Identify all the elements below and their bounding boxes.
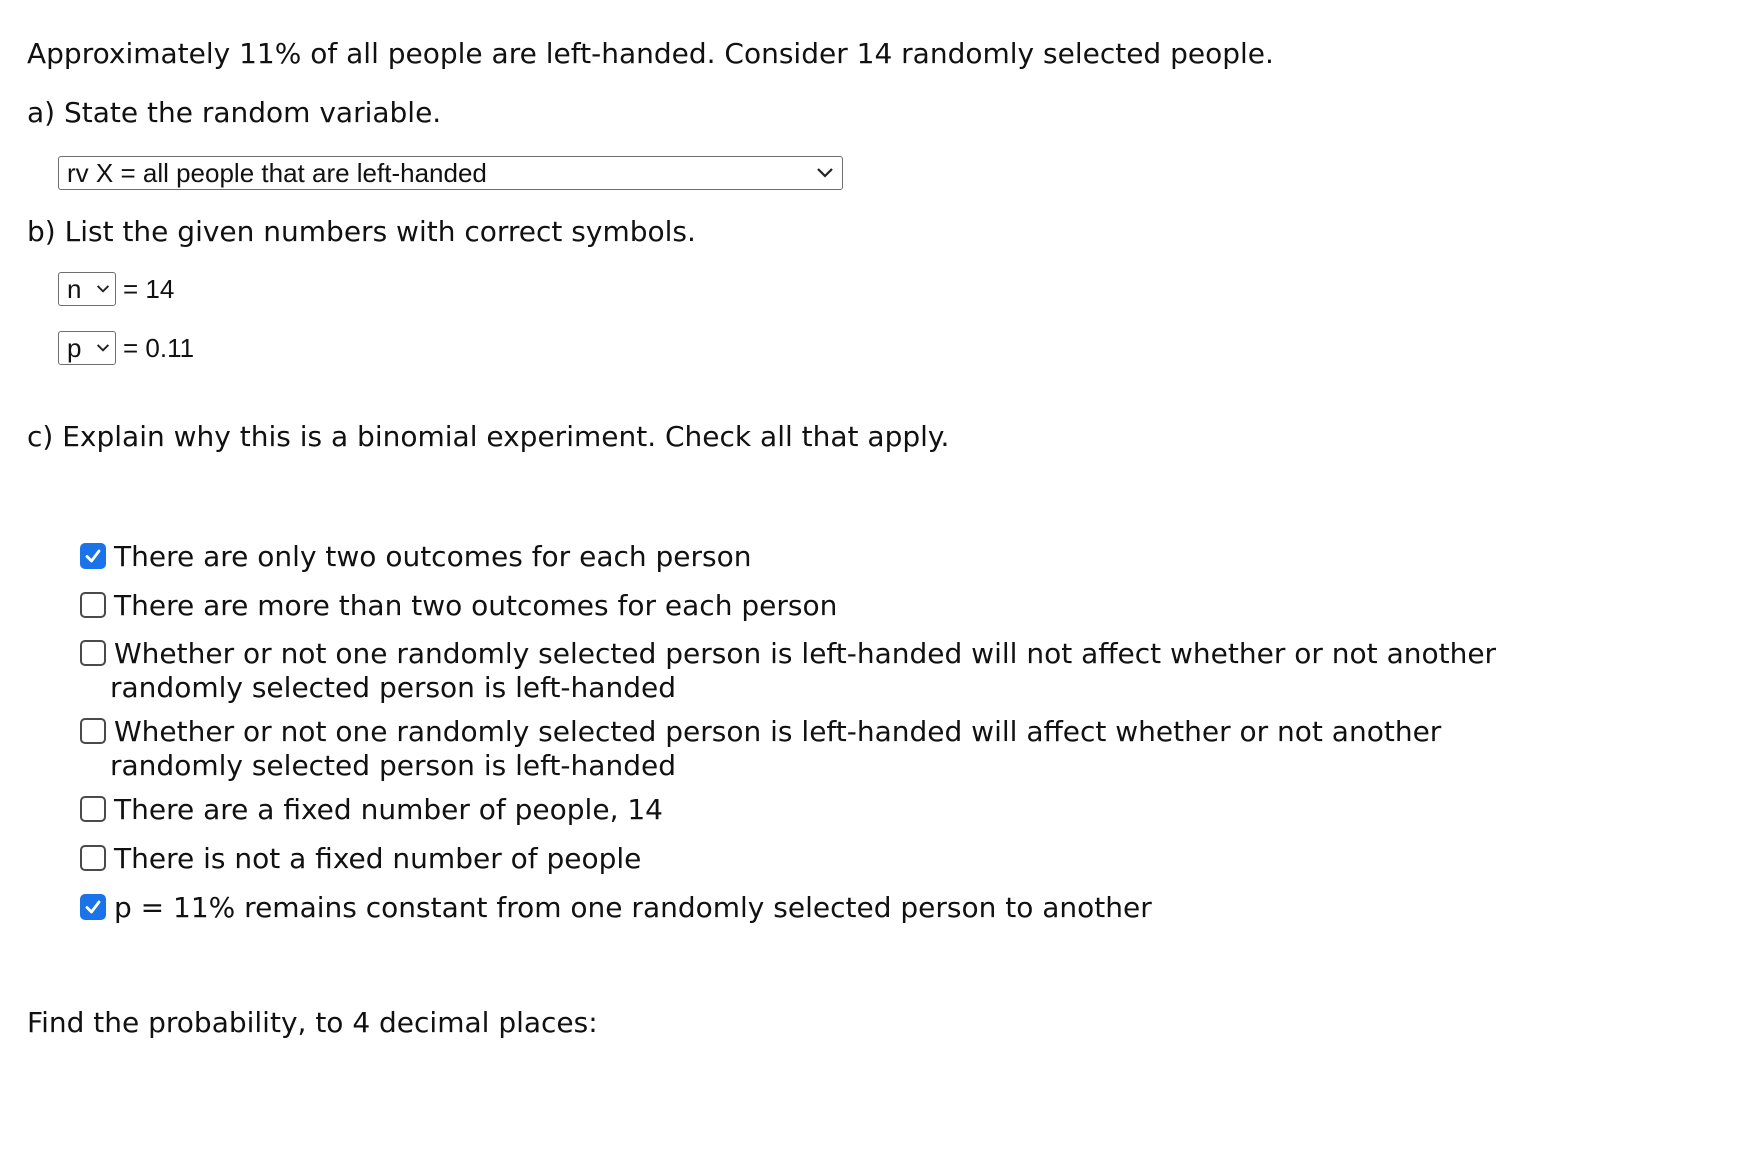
checkbox-checked[interactable] <box>80 894 106 920</box>
answer-option-label <box>110 637 1497 705</box>
answer-option-label <box>114 842 641 876</box>
checkbox-unchecked[interactable] <box>80 796 106 822</box>
answer-option-line2: randomly selected person is left-handed <box>110 749 676 782</box>
part-b-prompt: b) List the given numbers with correct symbols. <box>27 215 696 248</box>
checkbox-unchecked[interactable] <box>80 592 106 618</box>
checkbox-unchecked[interactable] <box>80 640 106 666</box>
checkmark-icon <box>84 547 102 565</box>
symbol-select-n-value: n <box>67 273 82 304</box>
answer-option-line1: Whether or not one randomly selected person is left-handed will not affect whether or not another <box>114 637 1497 670</box>
chevron-down-icon <box>812 163 838 183</box>
part-a-prompt: a) State the random variable. <box>27 96 442 129</box>
answer-option-line1: There are only two outcomes for each person <box>114 540 752 573</box>
answer-option-line1: There is not a fixed number of people <box>114 842 642 875</box>
p-value: = 0.11 <box>123 333 195 363</box>
answer-option-label <box>114 891 1152 925</box>
random-variable-selected-value: rv X = all people that are left-handed <box>67 157 487 188</box>
chevron-down-icon <box>93 279 113 299</box>
answer-option-line1: Whether or not one randomly selected person is left-handed will affect whether or not another <box>114 715 1442 748</box>
part-d-prompt: Find the probability, to 4 decimal places: <box>27 1006 598 1039</box>
checkbox-unchecked[interactable] <box>80 845 106 871</box>
random-variable-select[interactable] <box>58 156 843 190</box>
symbol-select-p-value: p <box>67 332 82 363</box>
answer-option-line2: randomly selected person is left-handed <box>110 671 676 704</box>
answer-option-label <box>114 540 752 574</box>
answer-option-label <box>114 793 663 827</box>
checkmark-icon <box>84 898 102 916</box>
part-c-prompt: c) Explain why this is a binomial experiment. Check all that apply. <box>27 420 950 453</box>
answer-option-line1: There are more than two outcomes for each person <box>114 589 838 622</box>
symbol-select-p[interactable] <box>58 331 116 365</box>
chevron-down-icon <box>93 338 113 358</box>
symbol-select-n[interactable] <box>58 272 116 306</box>
checkbox-checked[interactable] <box>80 543 106 569</box>
answer-option-label <box>110 715 1442 783</box>
n-value: = 14 <box>123 274 175 304</box>
answer-option-line1: There are a fixed number of people, 14 <box>114 793 663 826</box>
answer-option-line1: p = 11% remains constant from one randomly selected person to another <box>114 891 1152 924</box>
checkbox-unchecked[interactable] <box>80 718 106 744</box>
answer-option-label <box>114 589 837 623</box>
problem-intro: Approximately 11% of all people are left-handed. Consider 14 randomly selected people. <box>27 37 1274 70</box>
